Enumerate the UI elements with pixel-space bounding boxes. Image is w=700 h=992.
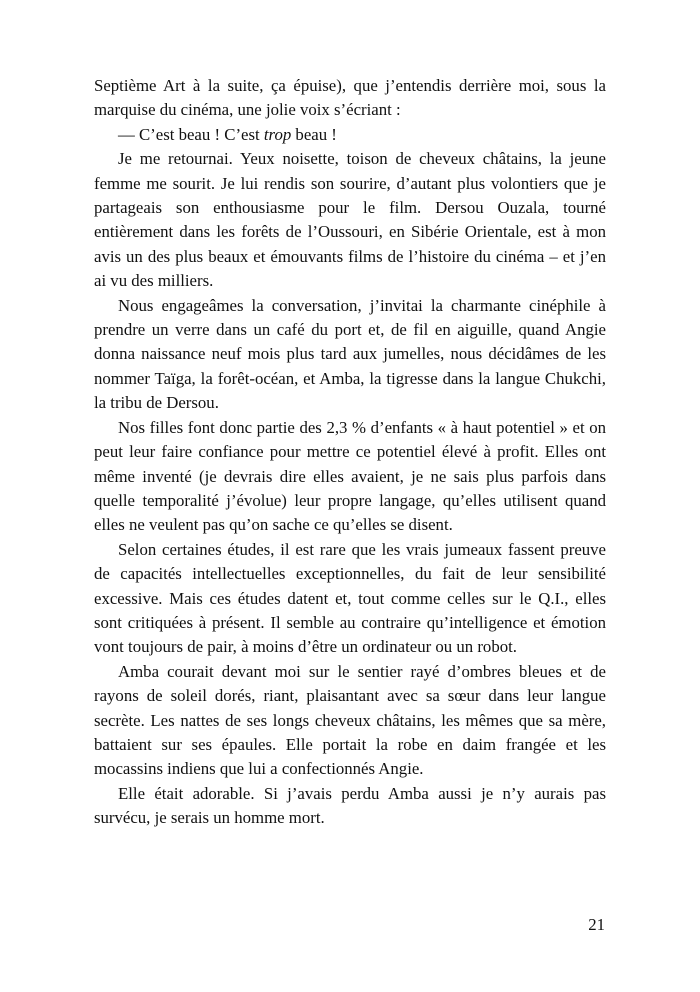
paragraph-1-text: Septième Art à la suite, ça épuise), que j’entendis derrière moi, sous la marquise du cinéma, une jolie voix s’écriant : — [94, 76, 606, 120]
paragraph-3 — [94, 147, 606, 293]
dialogue-part-1: — C’est beau ! C’est — [118, 124, 264, 144]
paragraph-1 — [94, 74, 606, 123]
paragraph-5 — [94, 416, 606, 538]
paragraph-4-text: Nous engageâmes la conversation, j’invitai la charmante cinéphile à prendre un verre dans un café du port et, de fil en aiguille, quand Angie donna naissance neuf mois plus tard aux jumelles, nous décidâmes de les nommer Taïga, la forêt-océan, et Amba, la tigresse dans la langue Chukchi, la tribu de Dersou. — [94, 295, 606, 413]
paragraph-4 — [94, 294, 606, 416]
page-number: 21 — [588, 915, 605, 934]
paragraph-7 — [94, 660, 606, 782]
paragraph-8-text: Elle était adorable. Si j’avais perdu Amba aussi je n’y aurais pas survécu, je serais un homme mort. — [94, 783, 606, 828]
page-body — [94, 74, 606, 831]
paragraph-6 — [94, 538, 606, 660]
paragraph-3-text: Je me retournai. Yeux noisette, toison de cheveux châtains, la jeune femme me sourit. Je lui rendis son sourire, d’autant plus volontiers que je partageais son enthousiasme pour le film. Dersou Ouzala, tourné entièrement dans les forêts de l’Oussouri, en Sibérie Orientale, est à mon avis un des plus beaux et émouvants films de l’histoire du cinéma – et j’en ai vu des milliers. — [94, 149, 606, 291]
dialogue-emphasis: trop — [263, 124, 292, 144]
dialogue-part-3: beau ! — [291, 124, 337, 144]
paragraph-5-text: Nos filles font donc partie des 2,3 % d’enfants « à haut potentiel » et on peut leur faire confiance pour mettre ce potentiel élevé à profit. Elles ont même inventé (je devrais dire elles avaient, je ne sais plus parfois dans quelle temporalité j’évolue) leur propre langage, qu’elles utilisent quand elles ne veulent pas qu’on sache ce qu’elles se disent. — [94, 417, 606, 535]
paragraph-6-text: Selon certaines études, il est rare que les vrais jumeaux fassent preuve de capacités intellectuelles exceptionnelles, du fait de leur sensibilité excessive. Mais ces études datent et, tout comme celles sur le Q.I., elles sont critiquées à présent. Il semble au contraire qu’intelligence et émotion vont toujours de pair, à moins d’être un ordinateur ou un robot. — [94, 539, 606, 657]
paragraph-8 — [94, 782, 606, 831]
paragraph-2-dialogue — [94, 123, 606, 147]
paragraph-7-text: Amba courait devant moi sur le sentier rayé d’ombres bleues et de rayons de soleil dorés, riant, plaisantant avec sa sœur dans leur langue secrète. Les nattes de ses longs cheveux châtains, les mêmes que sa mère, battaient sur ses épaules. Elle portait la robe en daim frangée et les mocassins indiens que lui a confectionnés Angie. — [94, 661, 606, 779]
